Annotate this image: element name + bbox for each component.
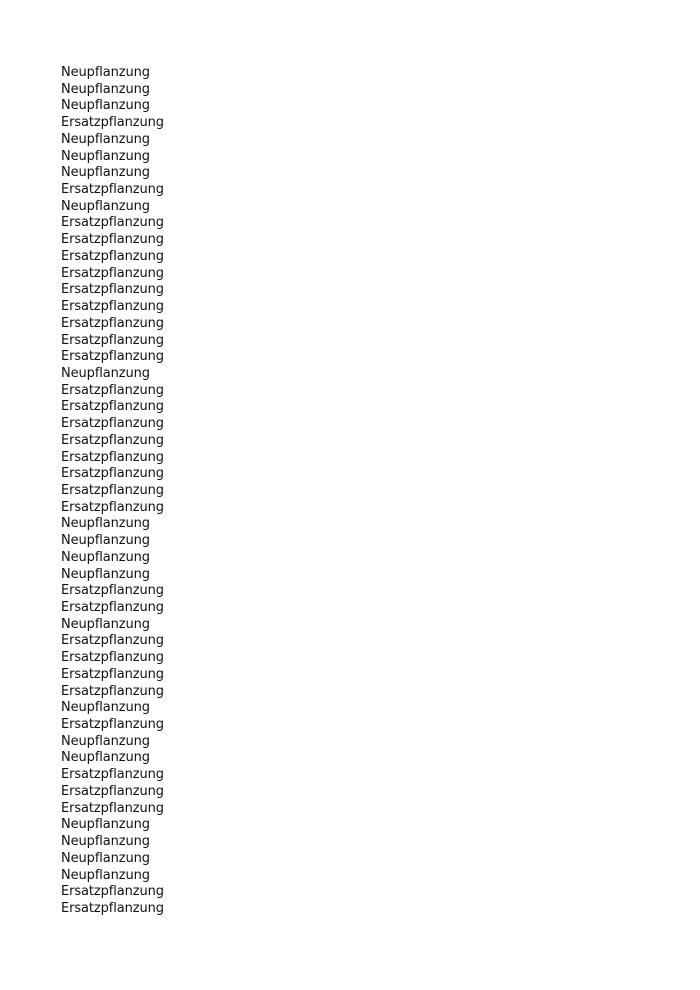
planting-type-cell: Ersatzpflanzung xyxy=(61,265,164,281)
planting-type-cell: Ersatzpflanzung xyxy=(61,767,164,783)
planting-type-cell: Ersatzpflanzung xyxy=(61,499,164,515)
planting-type-cell: Ersatzpflanzung xyxy=(61,232,164,248)
planting-type-cell: Ersatzpflanzung xyxy=(61,282,164,298)
planting-type-cell: Ersatzpflanzung xyxy=(61,482,164,498)
planting-type-cell: Ersatzpflanzung xyxy=(61,633,164,649)
planting-type-cell: Neupflanzung xyxy=(61,533,150,549)
planting-type-cell: Ersatzpflanzung xyxy=(61,449,164,465)
planting-type-cell: Ersatzpflanzung xyxy=(61,382,164,398)
planting-type-cell: Ersatzpflanzung xyxy=(61,466,164,482)
planting-type-cell: Ersatzpflanzung xyxy=(61,650,164,666)
planting-type-cell: Ersatzpflanzung xyxy=(61,717,164,733)
planting-type-cell: Ersatzpflanzung xyxy=(61,683,164,699)
planting-type-cell: Ersatzpflanzung xyxy=(61,299,164,315)
planting-type-cell: Neupflanzung xyxy=(61,566,150,582)
planting-type-cell: Ersatzpflanzung xyxy=(61,783,164,799)
planting-type-cell: Ersatzpflanzung xyxy=(61,800,164,816)
planting-type-cell: Ersatzpflanzung xyxy=(61,399,164,415)
planting-type-cell: Neupflanzung xyxy=(61,867,150,883)
planting-type-cell: Neupflanzung xyxy=(61,733,150,749)
planting-type-cell: Neupflanzung xyxy=(61,834,150,850)
planting-type-cell: Neupflanzung xyxy=(61,365,150,381)
planting-type-cell: Ersatzpflanzung xyxy=(61,349,164,365)
planting-type-cell: Neupflanzung xyxy=(61,65,150,80)
planting-type-cell: Neupflanzung xyxy=(61,549,150,565)
planting-type-cell: Ersatzpflanzung xyxy=(61,182,164,198)
planting-type-cell: Ersatzpflanzung xyxy=(61,884,164,900)
planting-type-cell: Neupflanzung xyxy=(61,81,150,97)
planting-type-cell: Ersatzpflanzung xyxy=(61,416,164,432)
planting-type-cell: Ersatzpflanzung xyxy=(61,248,164,264)
planting-type-cell: Neupflanzung xyxy=(61,700,150,716)
planting-type-cell: Ersatzpflanzung xyxy=(61,115,164,131)
planting-type-cell: Ersatzpflanzung xyxy=(61,583,164,599)
planting-type-cell: Neupflanzung xyxy=(61,131,150,147)
planting-type-cell: Neupflanzung xyxy=(61,850,150,866)
planting-type-cell: Neupflanzung xyxy=(61,165,150,181)
planting-type-cell: Neupflanzung xyxy=(61,750,150,766)
planting-type-cell: Ersatzpflanzung xyxy=(61,315,164,331)
planting-type-cell: Neupflanzung xyxy=(61,516,150,532)
planting-type-cell: Ersatzpflanzung xyxy=(61,215,164,231)
planting-type-cell: Ersatzpflanzung xyxy=(61,666,164,682)
planting-type-cell: Neupflanzung xyxy=(61,148,150,164)
planting-type-cell: Neupflanzung xyxy=(61,98,150,114)
planting-type-cell: Neupflanzung xyxy=(61,616,150,632)
planting-type-list xyxy=(61,65,164,918)
planting-type-cell: Ersatzpflanzung xyxy=(61,432,164,448)
planting-type-cell: Ersatzpflanzung xyxy=(61,600,164,615)
planting-type-cell: Neupflanzung xyxy=(61,198,150,214)
planting-type-cell: Ersatzpflanzung xyxy=(61,332,164,348)
planting-type-cell: Neupflanzung xyxy=(61,817,150,833)
planting-type-cell: Ersatzpflanzung xyxy=(61,900,164,916)
